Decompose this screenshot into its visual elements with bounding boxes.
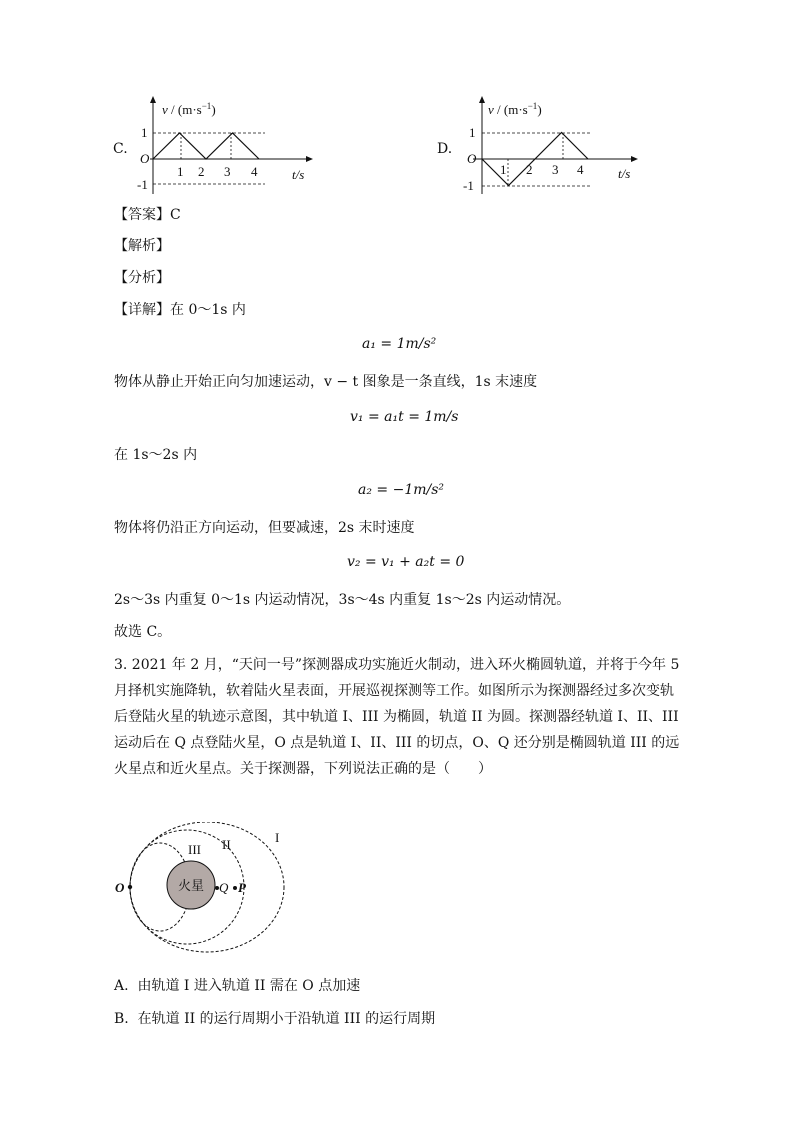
xtick-2: 2 xyxy=(198,164,205,179)
detail-label: 【详解】 xyxy=(114,302,170,318)
orbit-i-label: I xyxy=(275,830,280,845)
origin-label: O xyxy=(467,151,477,166)
ytick-1: 1 xyxy=(469,125,476,140)
paragraph-2: 在 1s～2s 内 xyxy=(114,447,198,463)
fenxi-heading: 【分析】 xyxy=(114,270,170,286)
y-axis-label: $v / (m\cdot s^{-1})$ xyxy=(162,101,216,117)
paragraph-5: 故选 C。 xyxy=(114,624,172,640)
xtick-3: 3 xyxy=(224,164,231,179)
x-axis-label: t/s xyxy=(618,166,631,181)
orbit-iii-label: III xyxy=(188,842,201,857)
x-axis-label: t/s xyxy=(292,167,305,182)
xtick-4: 4 xyxy=(251,164,258,179)
answer-label: 【答案】 xyxy=(114,207,170,223)
point-p-dot xyxy=(233,886,237,890)
y-axis-arrow xyxy=(479,96,485,103)
planet-label: 火星 xyxy=(178,878,205,893)
equation-a1: a₁ = 1m/s² xyxy=(362,336,437,352)
detail-text: 在 0～1s 内 xyxy=(170,302,246,318)
ytick-neg1: -1 xyxy=(463,178,474,193)
x-axis-arrow xyxy=(306,156,313,162)
point-p-label: P xyxy=(238,880,246,895)
graph-d xyxy=(455,90,645,200)
graph-c xyxy=(130,90,320,200)
point-o-dot xyxy=(128,885,132,889)
orbit-ii-label: II xyxy=(222,837,231,852)
origin-label: O xyxy=(140,151,150,166)
orbit-diagram xyxy=(108,822,298,972)
equation-v1: v₁ = a₁t = 1m/s xyxy=(350,409,459,425)
option-b: B. 在轨道 II 的运行周期小于沿轨道 III 的运行周期 xyxy=(114,1011,436,1027)
point-q-label: Q xyxy=(219,880,229,895)
detail-line xyxy=(114,300,246,320)
answer-line xyxy=(114,205,181,225)
paragraph-4: 2s～3s 内重复 0～1s 内运动情况，3s～4s 内重复 1s～2s 内运动情况。 xyxy=(114,592,571,608)
equation-a2: a₂ = −1m/s² xyxy=(358,482,445,498)
series-line xyxy=(153,133,259,159)
xtick-1: 1 xyxy=(500,162,507,177)
xtick-3: 3 xyxy=(552,162,559,177)
analysis-heading: 【解析】 xyxy=(114,238,170,254)
y-axis-label: $v / (m\cdot s^{-1})$ xyxy=(488,101,542,117)
option-d-label: D. xyxy=(437,141,453,157)
ytick-1: 1 xyxy=(141,125,148,140)
xtick-2: 2 xyxy=(526,162,533,177)
xtick-1: 1 xyxy=(177,164,184,179)
paragraph-3: 物体将仍沿正方向运动，但要减速，2s 末时速度 xyxy=(114,520,415,536)
ytick-neg1: -1 xyxy=(137,177,148,192)
xtick-4: 4 xyxy=(577,162,584,177)
y-axis-arrow xyxy=(150,96,156,103)
point-o-label: O xyxy=(115,880,125,895)
equation-v2: v₂ = v₁ + a₂t = 0 xyxy=(347,554,465,570)
option-a: A. 由轨道 I 进入轨道 II 需在 O 点加速 xyxy=(114,978,361,994)
question-3-text: 3. 2021 年 2 月，“天问一号”探测器成功实施近火制动，进入环火椭圆轨道，并将于今年 5 月择机实施降轨，软着陆火星表面，开展巡视探测等工作。如图所示为探测器经过多次变轨后登陆火星的轨迹示意图，其中轨道 I、III 为椭圆，轨道 II 为圆。探测器经轨道 I、II、III 运动后在 Q 点登陆火星，O 点是轨道 I、II、III 的切点，O、Q 还分别是椭圆轨道 III 的远火星点和近火星点。关于探测器，下列说法正确的是（ ） xyxy=(114,657,680,777)
paragraph-1: 物体从静止开始正向匀加速运动，v − t 图象是一条直线，1s 末速度 xyxy=(114,374,538,390)
option-c-label: C. xyxy=(113,141,128,157)
x-axis-arrow xyxy=(631,156,638,162)
answer-value: C xyxy=(170,207,181,223)
